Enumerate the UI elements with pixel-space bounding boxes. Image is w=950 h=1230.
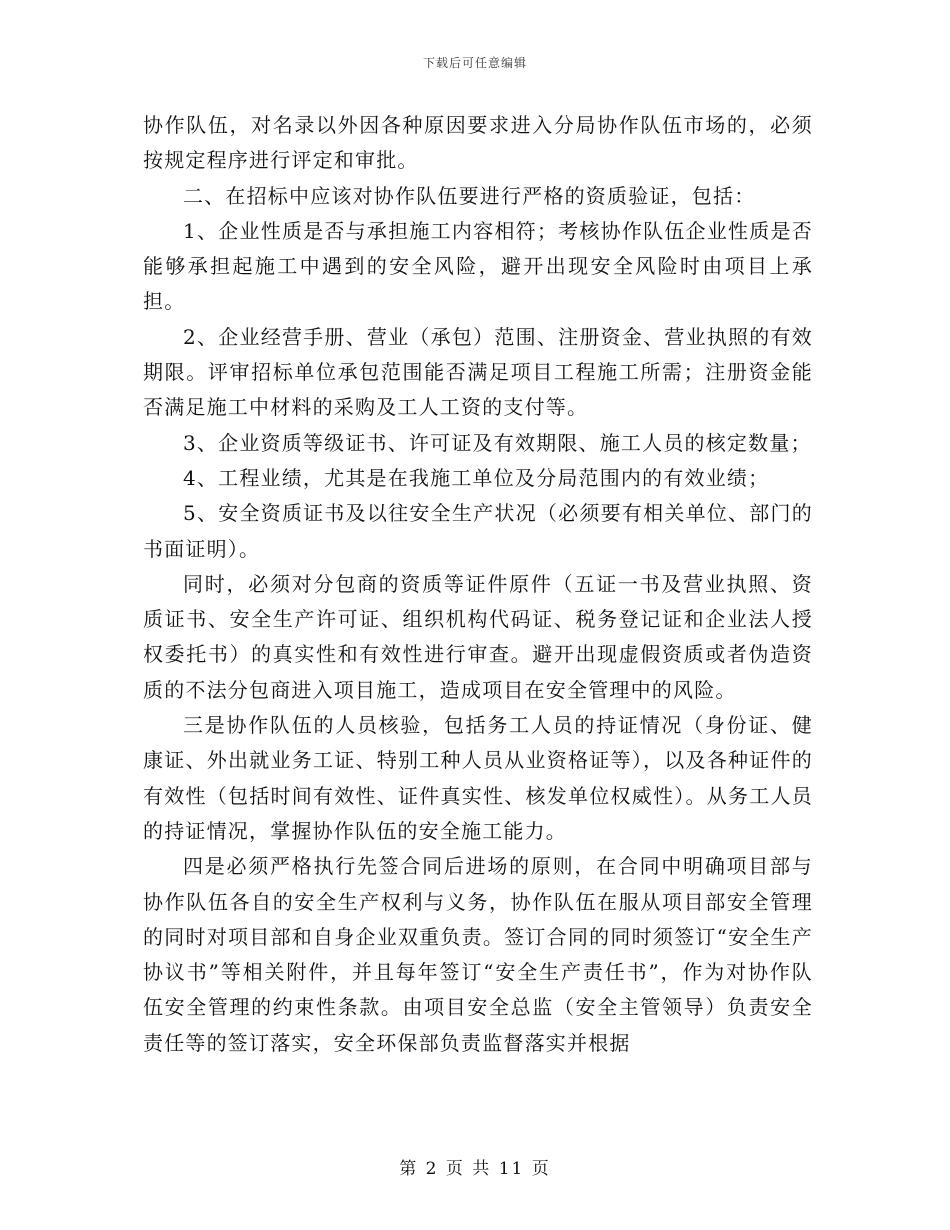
paragraph: 1、企业性质是否与承担施工内容相符；考核协作队伍企业性质是否能够承担起施工中遇到的安全风险，避开出现安全风险时由项目上承担。 [143,218,813,314]
page-number-footer: 第 2 页 共 11 页 [399,1159,551,1179]
paragraph: 2、企业经营手册、营业（承包）范围、注册资金、营业执照的有效期限。评审招标单位承包范围能否满足项目工程施工所需；注册资金能否满足施工中材料的采购及工人工资的支付等。 [143,324,813,420]
paragraph: 三是协作队伍的人员核验，包括务工人员的持证情况（身份证、健康证、外出就业务工证、特别工种人员从业资格证等），以及各种证件的有效性（包括时间有效性、证件真实性、核发单位权威性）。从务工人员的持证情况，掌握协作队伍的安全施工能力。 [143,713,813,843]
document-body [143,108,813,1061]
paragraph: 同时，必须对分包商的资质等证件原件（五证一书及营业执照、资质证书、安全生产许可证、组织机构代码证、税务登记证和企业法人授权委托书）的真实性和有效性进行审查。避开出现虚假资质或者伪造资质的不法分包商进入项目施工，造成项目在安全管理中的风险。 [143,571,813,702]
paragraph: 3、企业资质等级证书、许可证及有效期限、施工人员的核定数量； [183,430,812,455]
header-note: 下载后可任意编辑 [422,56,527,70]
paragraph: 4、工程业绩，尤其是在我施工单位及分局范围内的有效业绩； [183,465,770,490]
paragraph: 5、安全资质证书及以往安全生产状况（必须要有相关单位、部门的书面证明）。 [143,501,813,561]
paragraph: 二、在招标中应该对协作队伍要进行严格的资质验证，包括： [183,183,756,208]
paragraph: 四是必须严格执行先签合同后进场的原则，在合同中明确项目部与协作队伍各自的安全生产权利与义务，协作队伍在服从项目部安全管理的同时对项目部和自身企业双重负责。签订合同的同时须签订“安全生产协议书”等相关附件，并且每年签订“安全生产责任书”，作为对协作队伍安全管理的约束性条款。由项目安全总监（安全主管领导）负责安全责任等的签订落实，安全环保部负责监督落实并根据 [143,854,813,1055]
paragraph: 协作队伍，对名录以外因各种原因要求进入分局协作队伍市场的，必须按规定程序进行评定和审批。 [143,113,813,173]
